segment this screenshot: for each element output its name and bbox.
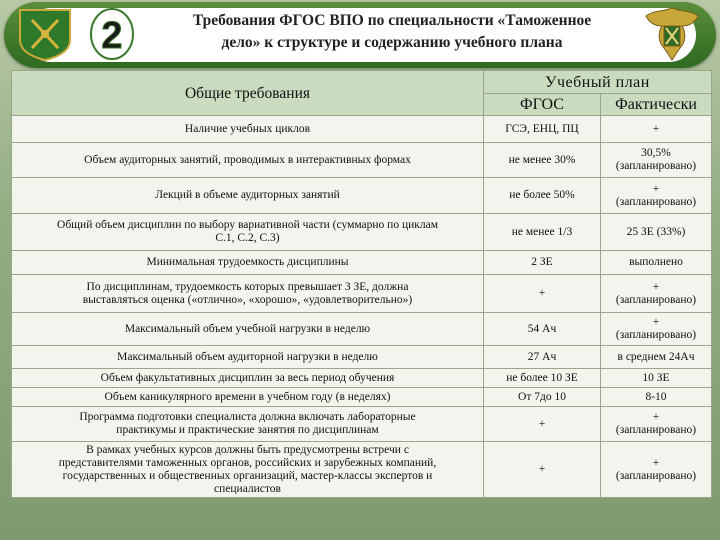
requirement-cell: Максимальный объем учебной нагрузки в неделю [12, 313, 484, 346]
table-row [12, 178, 712, 214]
customs-emblem-left-icon [16, 6, 74, 62]
requirement-cell: Объем факультативных дисциплин за весь период обучения [12, 369, 484, 388]
table-row [12, 275, 712, 313]
table-row [12, 251, 712, 275]
actual-cell: выполнено [601, 251, 712, 275]
table-row [12, 369, 712, 388]
fgos-cell: 2 ЗЕ [484, 251, 601, 275]
table-row [12, 346, 712, 369]
actual-cell: 8-10 [601, 388, 712, 407]
actual-cell: + (запланировано) [601, 178, 712, 214]
actual-cell: + (запланировано) [601, 275, 712, 313]
col-header-actual: Фактически [601, 94, 712, 116]
requirement-cell: По дисциплинам, трудоемкость которых превышает 3 ЗЕ, должна выставляться оценка («отлично», «хорошо», «удовлетворительно») [12, 275, 484, 313]
table-row [12, 407, 712, 442]
customs-eagle-emblem-icon [640, 2, 704, 66]
requirement-cell: Объем каникулярного времени в учебном году (в неделях) [12, 388, 484, 407]
fgos-cell: не более 50% [484, 178, 601, 214]
table-row [12, 313, 712, 346]
actual-cell: + (запланировано) [601, 442, 712, 498]
fgos-cell: + [484, 275, 601, 313]
actual-cell: 30,5% (запланировано) [601, 143, 712, 178]
fgos-cell: не менее 30% [484, 143, 601, 178]
requirement-cell: Объем аудиторных занятий, проводимых в интерактивных формах [12, 143, 484, 178]
fgos-cell: не более 10 ЗЕ [484, 369, 601, 388]
col-header-requirements: Общие требования [12, 71, 484, 116]
requirement-cell: Общий объем дисциплин по выбору вариативной части (суммарно по циклам С.1, С.2, С.3) [12, 214, 484, 251]
title-line-1: Требования ФГОС ВПО по специальности «Таможенное [192, 12, 592, 29]
col-header-curriculum: Учебный план [484, 71, 712, 94]
fgos-cell: 27 Ач [484, 346, 601, 369]
slide-number-badge [90, 8, 134, 60]
table-header-row [12, 71, 712, 94]
actual-cell: + [601, 116, 712, 143]
requirement-cell: Наличие учебных циклов [12, 116, 484, 143]
actual-cell: 10 ЗЕ [601, 369, 712, 388]
requirement-cell: Минимальная трудоемкость дисциплины [12, 251, 484, 275]
fgos-cell: не менее 1/3 [484, 214, 601, 251]
actual-cell: + (запланировано) [601, 313, 712, 346]
fgos-cell: От 7до 10 [484, 388, 601, 407]
fgos-cell: + [484, 442, 601, 498]
title-line-2: дело» к структуре и содержанию учебного плана [221, 34, 563, 51]
requirement-cell: Лекций в объеме аудиторных занятий [12, 178, 484, 214]
requirements-table [11, 70, 712, 498]
fgos-cell: + [484, 407, 601, 442]
table-row [12, 143, 712, 178]
table-row [12, 214, 712, 251]
actual-cell: 25 ЗЕ (33%) [601, 214, 712, 251]
requirement-cell: В рамках учебных курсов должны быть предусмотрены встречи с представителями таможенных органов, российских и зарубежных компаний, государственных и общественных организаций, мастер-классы экспертов и специалистов [12, 442, 484, 498]
actual-cell: в среднем 24Ач [601, 346, 712, 369]
col-header-fgos: ФГОС [484, 94, 601, 116]
table-row [12, 442, 712, 498]
table-row [12, 388, 712, 407]
requirement-cell: Максимальный объем аудиторной нагрузки в неделю [12, 346, 484, 369]
requirement-cell: Программа подготовки специалиста должна включать лабораторные практикумы и практические занятия по дисциплинам [12, 407, 484, 442]
slide-number: 2 [101, 15, 123, 57]
table-row [12, 116, 712, 143]
page-title [142, 10, 642, 54]
fgos-cell: 54 Ач [484, 313, 601, 346]
fgos-cell: ГСЭ, ЕНЦ, ПЦ [484, 116, 601, 143]
actual-cell: + (запланировано) [601, 407, 712, 442]
